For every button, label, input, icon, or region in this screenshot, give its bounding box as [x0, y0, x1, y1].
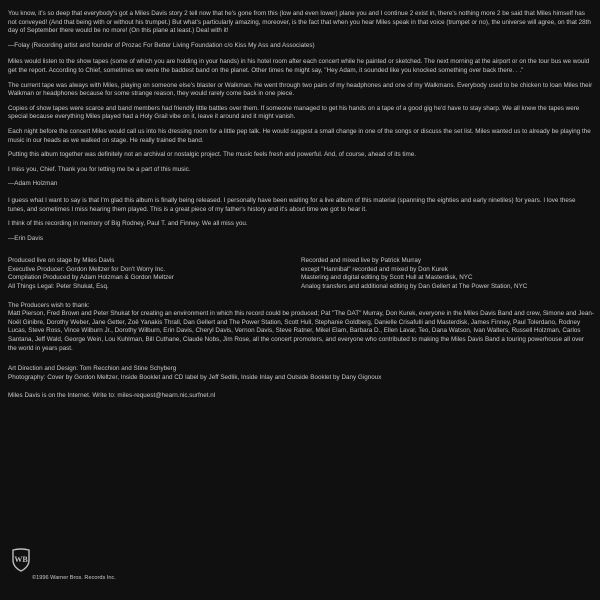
credit-line: Produced live on stage by Miles Davis — [8, 257, 115, 265]
art-direction-credit: Art Direction and Design: Tom Recchion and Stine Schyberg — [8, 365, 177, 373]
credit-line: Executive Producer: Gordon Meltzer for Don't Worry Inc. — [8, 265, 166, 273]
adam-paragraph-4: Each night before the concert Miles would call us into his dressing room for a little pep talk. He would suggest a small change in one of the songs or discuss the set list. Miles wanted us to already be playing the music in our heads as we walked on stage. He really trained the band. — [8, 127, 591, 144]
copyright-notice: ©1996 Warner Bros. Records Inc. — [32, 575, 116, 581]
folay-signature: —Folay (Recording artist and founder of Prozac For Better Living Foundation c/o Kiss My Ass and Associates) — [8, 41, 315, 49]
adam-paragraph-2: The current tape was always with Miles, playing on someone else's blaster or Walkman. He went through two pairs of my headphones and one of my Walkmans. Everybody used to be chicken to loan Miles their Walkman or headphones because for some strange reason, they would rarely come back in one piece. — [8, 81, 593, 98]
adam-paragraph-1: Miles would listen to the show tapes (some of which you are holding in your hands) in his hotel room after each concert while he painted or sketched. The next morning at the airport or on the tour bus we would get the report. According to Chief, sometimes we were the baddest band on the planet. Other times he might say, "Hey Adam, it sounded like you knocked something over back there. . ." — [8, 58, 590, 74]
adam-paragraph-3: Copies of show tapes were scarce and band members had friendly little battles over them. If someone managed to get his hands on a tape of a good gig he'd have to stay sharp. We all knew the tapes were special because everything Miles played had a Holy Grail vibe on it, leave it around and it might vanish. — [8, 104, 580, 121]
warner-bros-shield-logo — [11, 548, 31, 572]
credit-line: Analog transfers and additional editing by Dan Gellert at The Power Station, NYC — [301, 283, 528, 291]
credit-line: Recorded and mixed live by Patrick Murray — [301, 257, 422, 265]
photography-credit: Photography: Cover by Gordon Meltzer, Inside Booklet and CD label by Jeff Sedlik, Inside Inlay and Outside Booklet by Dany Gignoux — [8, 373, 382, 381]
thanks-heading: The Producers wish to thank: — [8, 301, 90, 309]
erin-paragraph-1: I guess what I want to say is that I'm glad this album is finally being released. I personally have been waiting for a live album of this material (spanning the eighties and early ninetiles) for years. I love these tunes, and sometimes I miss hearing them played. This is a great piece of my father's history and it's about time we got to hear it. — [8, 196, 576, 213]
folay-paragraph: You know, it's so deep that everybody's got a Miles Davis story 2 tell now that he's gone from this (low and even lower) plane you and I continue 2 exist in, there's nothing more 2 be said that Miles himself has not conveyed! (And that being with or without his trumpet.) But what's particularly amazing, moreover, is the fact that when you hear Miles speak in that voice (trumpet or no), the universe will agree, on that 28th day of September there would be no more! (On this plane at least.) Deal with it! — [8, 10, 591, 35]
thanks-body: Matt Pierson, Fred Brown and Peter Shukat for creating an environment in which this record could be produced; Pat "The DAT" Murray, Don Kurek, everyone in the Miles Davis Band and crew, Simone and Jean-Noël Ginibre, Dorothy Weber, Jane Getter, Zoë Yanakis Thrall, Dan Gellert and The Power Station, Scott Hull, Stephanie Goldberg, Danielle Crisafulli and Masterdisk, James Finney, Paul Tolerdano, Rodney Lucas, Steve Ross, Vince Wilburn Jr., Dorothy Wilburn, Erin Davis, Cheryl Davis, Vernon Davis, Steve Ratner, Mikel Elam, Barbara D., Ellen Lavar, Teo, Dana Watson, Ivan Walters, Russell Holzman, Carlos Santana, Jeff Wald, George Wein, Lou Kuhlman, Bill Cuthane, Claude Nobs, Jim Rose, all the concert promoters, and everyone who contributed to making the Miles Davis Band a touring powerhouse all over the world in years past. — [8, 310, 594, 352]
credit-line: All Things Legal: Peter Shukat, Esq. — [8, 283, 109, 291]
adam-paragraph-5: Putting this album together was definitely not an archival or nostalgic project. The music feels fresh and powerful. And, of course, ahead of its time. — [8, 151, 417, 159]
erin-signature: —Erin Davis — [8, 234, 43, 242]
credit-line: Compilation Produced by Adam Holzman & Gordon Meltzer — [8, 274, 174, 282]
credits-right-column — [301, 257, 594, 291]
adam-paragraph-6: I miss you, Chief. Thank you for letting me be a part of this music. — [8, 165, 191, 173]
credits-block — [8, 257, 594, 291]
liner-notes — [8, 10, 594, 401]
internet-contact: Miles Davis is on the Internet. Write to: miles-request@hearn.nic.surfnet.nl — [8, 392, 216, 400]
credit-line: Mastering and digital editing by Scott Hull at Masterdisk, NYC — [301, 274, 473, 282]
erin-paragraph-2: I think of this recording in memory of Big Rodney, Paul T. and Finney. We all miss you. — [8, 220, 248, 228]
svg-text:WB: WB — [14, 555, 28, 564]
credits-left-column — [8, 257, 301, 291]
adam-signature: —Adam Holzman — [8, 180, 58, 188]
credit-line: except "Hannibal" recorded and mixed by Don Kurek — [301, 265, 448, 273]
